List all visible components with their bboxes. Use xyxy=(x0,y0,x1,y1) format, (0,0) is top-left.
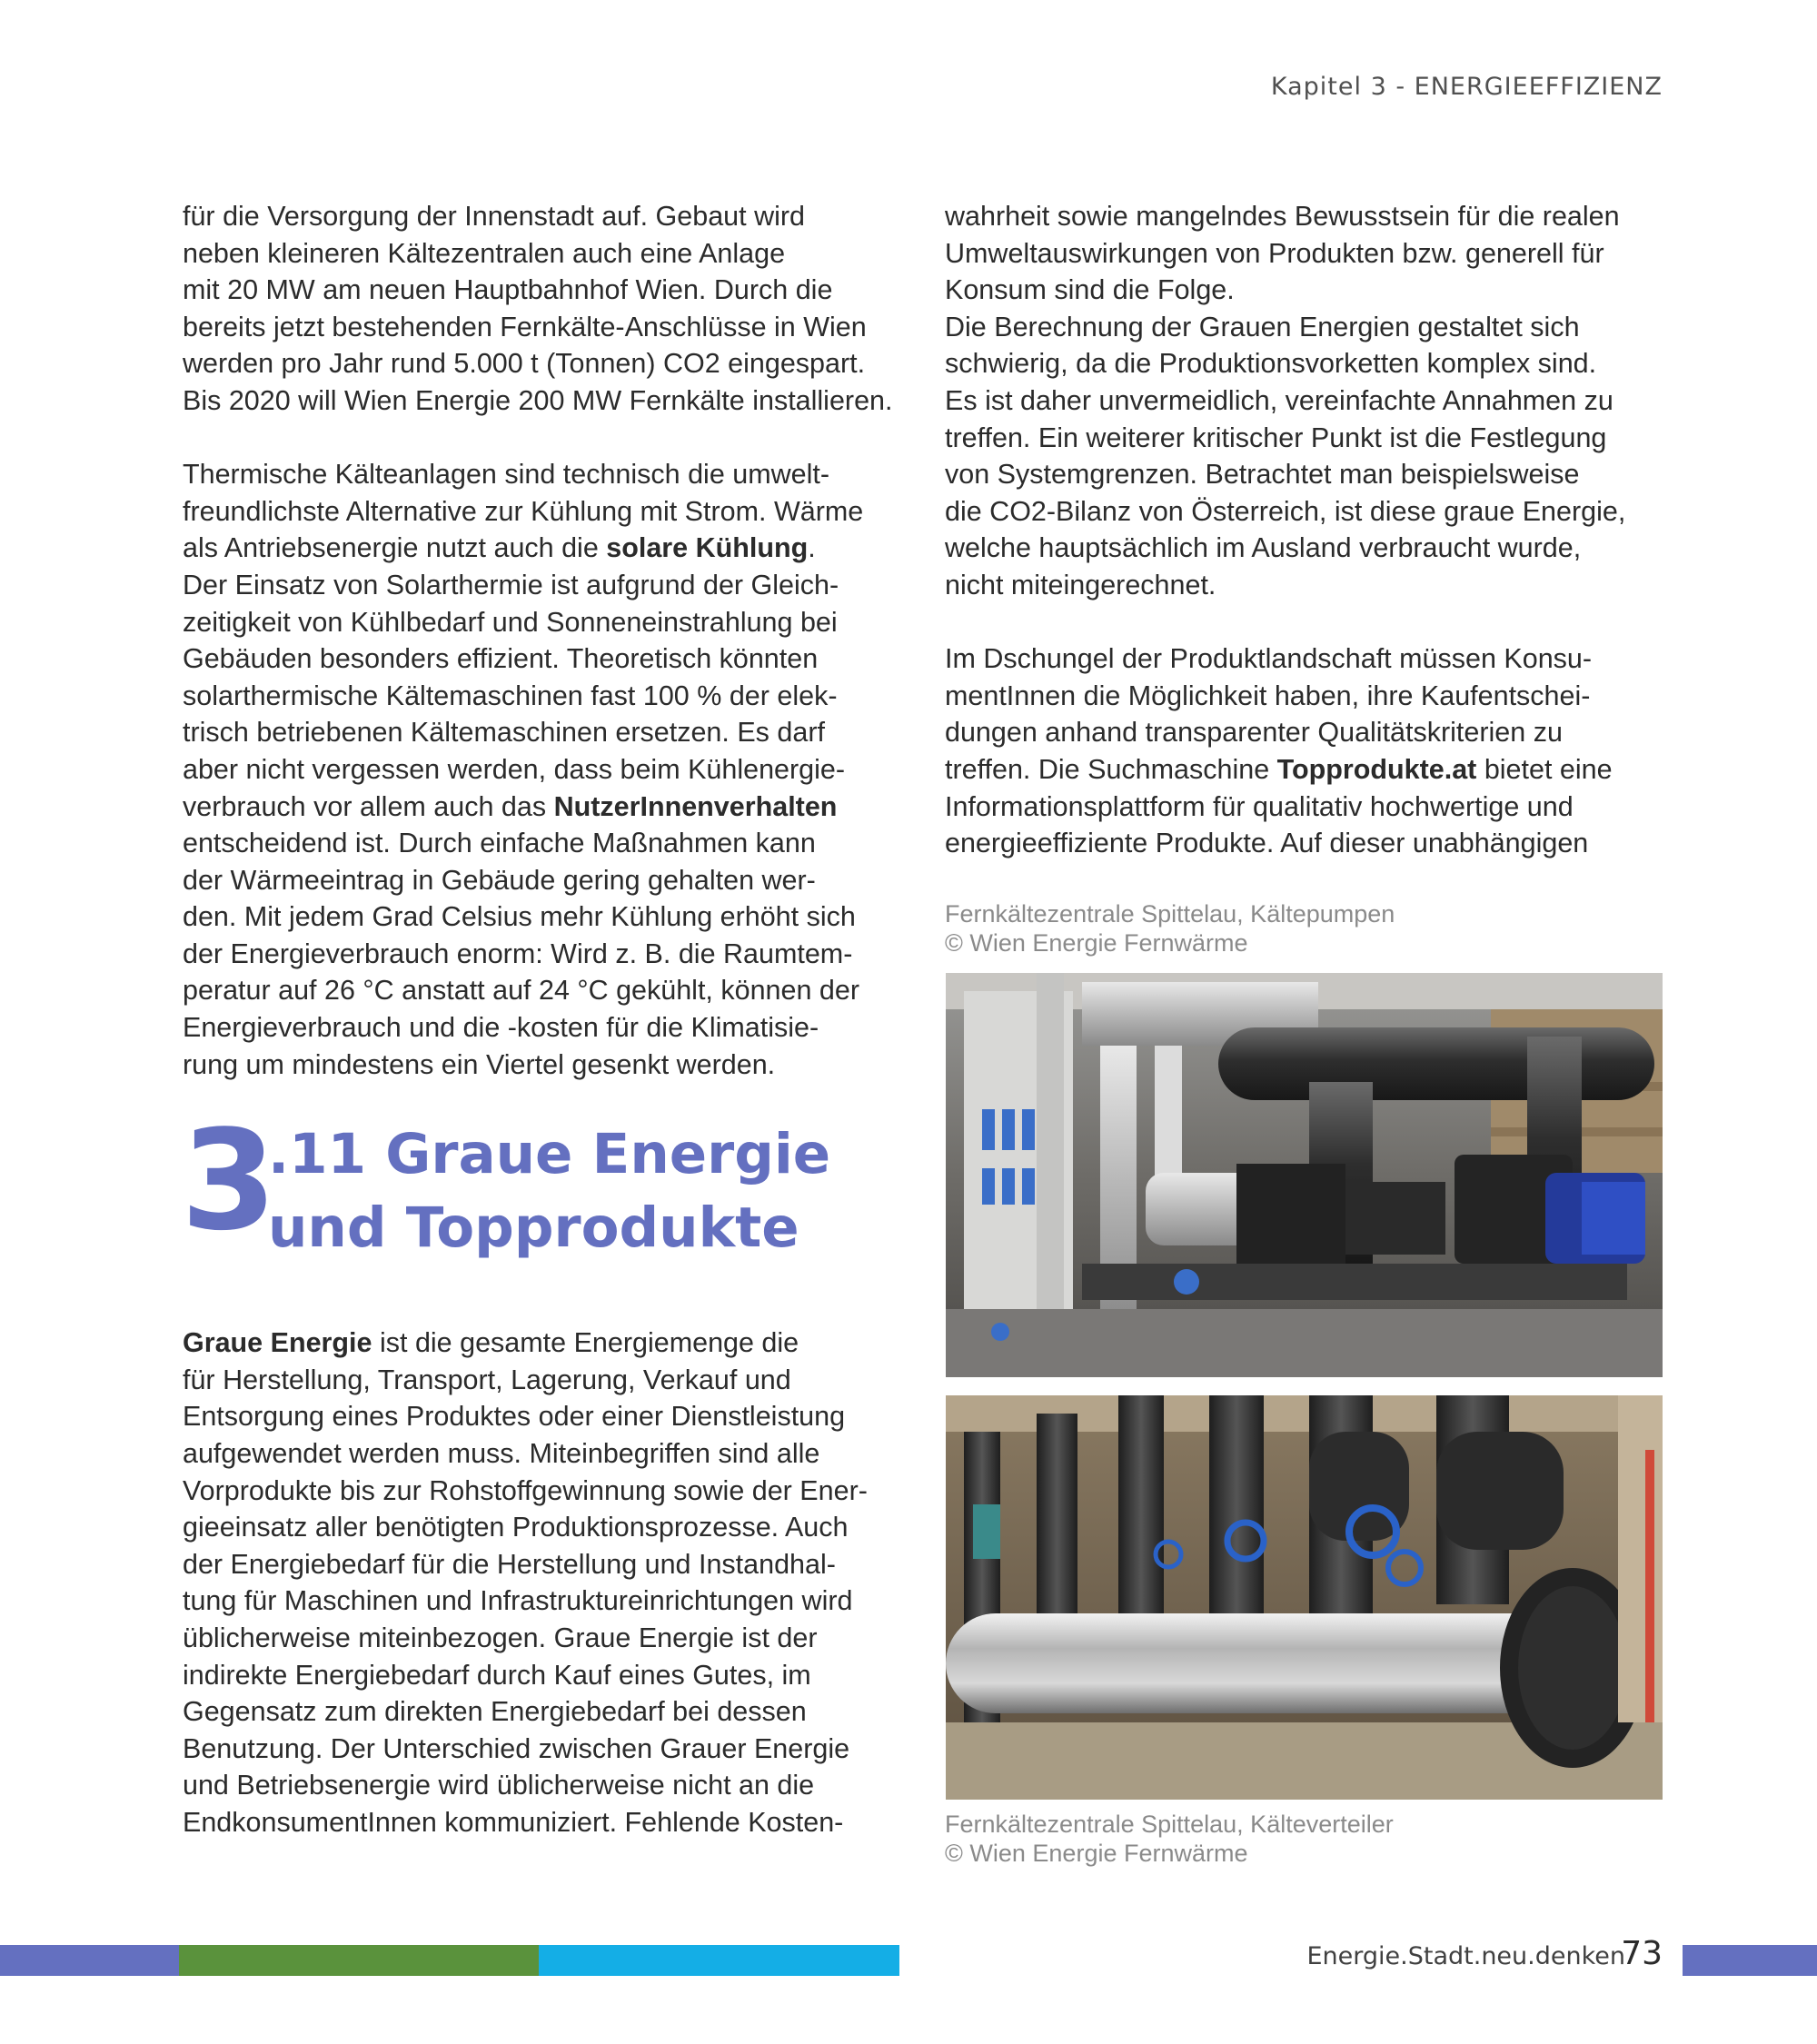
text-line: mentInnen die Möglichkeit haben, ihre Kaufentschei- xyxy=(945,680,1591,711)
photo-caption-1 xyxy=(945,899,1672,958)
text-line: tung für Maschinen und Infrastruktureinrichtungen wird xyxy=(183,1585,853,1617)
text-line: welche hauptsächlich im Ausland verbraucht wurde, xyxy=(945,532,1582,564)
text-line: dungen anhand transparenter Qualitätskriterien zu xyxy=(945,717,1563,749)
keyword-grey-energy: Graue Energie xyxy=(183,1327,372,1359)
text-line: rung um mindestens ein Viertel gesenkt werden. xyxy=(183,1048,776,1080)
keyword-solar-cooling: solare Kühlung xyxy=(606,532,809,564)
text-line: werden pro Jahr rund 5.000 t (Tonnen) CO2 eingespart. xyxy=(183,348,866,380)
chapter-header: Kapitel 3 - ENERGIEEFFIZIENZ xyxy=(1270,73,1663,101)
text-line: Vorprodukte bis zur Rohstoffgewinnung sowie der Ener- xyxy=(183,1474,868,1506)
text-line: für Herstellung, Transport, Lagerung, Verkauf und xyxy=(183,1364,791,1395)
text-line: Entsorgung eines Produktes oder einer Dienstleistung xyxy=(183,1401,846,1433)
keyword-topprodukte: Topprodukte.at xyxy=(1276,753,1477,785)
topprodukte-paragraph xyxy=(945,640,1672,862)
text-line: trisch betriebenen Kältemaschinen ersetzen. Es darf xyxy=(183,717,825,749)
text-line: den. Mit jedem Grad Celsius mehr Kühlung erhöht sich xyxy=(183,901,856,933)
text-line: Umweltauswirkungen von Produkten bzw. generell für xyxy=(945,237,1604,269)
text-line: indirekte Energiebedarf durch Kauf eines Gutes, im xyxy=(183,1659,811,1691)
footer-bar-right xyxy=(1683,1945,1817,1976)
caption-credit: © Wien Energie Fernwärme xyxy=(945,929,1248,957)
photo-cooling-pumps xyxy=(946,973,1663,1377)
text-line: Benutzung. Der Unterschied zwischen Grauer Energie xyxy=(183,1732,850,1764)
text-line: Graue Energie ist die gesamte Energiemenge die xyxy=(183,1327,799,1359)
text-line: treffen. Die Suchmaschine Topprodukte.at bietet eine xyxy=(945,753,1613,785)
text-line: für die Versorgung der Innenstadt auf. Gebaut wird xyxy=(183,201,805,232)
photo-caption-2 xyxy=(945,1810,1672,1868)
text-line: Thermische Kälteanlagen sind technisch die umwelt- xyxy=(183,459,830,491)
text-line: Bis 2020 will Wien Energie 200 MW Fernkälte installieren. xyxy=(183,384,893,416)
text-line: üblicherweise miteinbezogen. Graue Energie ist der xyxy=(183,1622,818,1653)
caption-title: Fernkältezentrale Spittelau, Kältepumpen xyxy=(945,900,1395,928)
text-line: entscheidend ist. Durch einfache Maßnahmen kann xyxy=(183,828,816,859)
text-line: die CO2-Bilanz von Österreich, ist diese graue Energie, xyxy=(945,495,1626,527)
grey-energy-paragraph xyxy=(183,1325,909,1841)
text-line: der Energiebedarf für die Herstellung und Instandhal- xyxy=(183,1548,836,1580)
text-line: Im Dschungel der Produktlandschaft müssen Konsu- xyxy=(945,643,1593,675)
text-line: treffen. Ein weiterer kritischer Punkt ist die Festlegung xyxy=(945,422,1607,453)
cooling-paragraph xyxy=(183,456,909,1083)
text-line: wahrheit sowie mangelndes Bewusstsein für die realen xyxy=(945,201,1620,232)
page-number: 73 xyxy=(1621,1935,1663,1972)
text-line: aber nicht vergessen werden, dass beim Kühlenergie- xyxy=(183,753,846,785)
text-line: energieeffiziente Produkte. Auf dieser unabhängigen xyxy=(945,828,1589,859)
photo-cooling-distributor xyxy=(946,1395,1663,1800)
text-line: Energieverbrauch und die -kosten für die Klimatisie- xyxy=(183,1012,819,1044)
caption-title: Fernkältezentrale Spittelau, Kälteverteiler xyxy=(945,1811,1394,1838)
text-line: Der Einsatz von Solarthermie ist aufgrund der Gleich- xyxy=(183,569,839,600)
text-line: Die Berechnung der Grauen Energien gestaltet sich xyxy=(945,311,1580,342)
text-line: aufgewendet werden muss. Miteinbegriffen sind alle xyxy=(183,1438,820,1470)
footer-bar-cyan xyxy=(539,1945,899,1976)
text-line: Es ist daher unvermeidlich, vereinfachte Annahmen zu xyxy=(945,384,1613,416)
footer-bar-blue xyxy=(0,1945,179,1976)
caption-credit: © Wien Energie Fernwärme xyxy=(945,1840,1248,1867)
keyword-user-behavior: NutzerInnenverhalten xyxy=(553,790,838,822)
text-line: von Systemgrenzen. Betrachtet man beispielsweise xyxy=(945,459,1580,491)
text-line: solarthermische Kältemaschinen fast 100 % der elek- xyxy=(183,680,838,711)
section-title-line-1: .11 Graue Energie xyxy=(268,1122,831,1187)
left-column xyxy=(183,198,909,1841)
text-line: EndkonsumentInnen kommuniziert. Fehlende Kosten- xyxy=(183,1806,844,1838)
text-line: Gegensatz zum direkten Energiebedarf bei dessen xyxy=(183,1696,807,1728)
section-title-line-2: und Topprodukte xyxy=(268,1196,799,1261)
text-line: nicht miteingerechnet. xyxy=(945,569,1216,600)
intro-paragraph xyxy=(183,198,909,420)
footer-title: Energie.Stadt.neu.denken xyxy=(1306,1942,1625,1970)
text-line: peratur auf 26 °C anstatt auf 24 °C gekühlt, können der xyxy=(183,975,860,1007)
text-line: der Wärmeeintrag in Gebäude gering gehalten wer- xyxy=(183,864,816,896)
text-line: schwierig, da die Produktionsvorketten komplex sind. xyxy=(945,348,1597,380)
text-line: verbrauch vor allem auch das NutzerInnenverhalten xyxy=(183,790,838,822)
text-line: der Energieverbrauch enorm: Wird z. B. die Raumtem- xyxy=(183,938,853,969)
text-line: bereits jetzt bestehenden Fernkälte-Anschlüsse in Wien xyxy=(183,311,867,342)
text-line: gieeinsatz aller benötigten Produktionsprozesse. Auch xyxy=(183,1512,849,1543)
text-line: mit 20 MW am neuen Hauptbahnhof Wien. Durch die xyxy=(183,274,833,306)
text-line: neben kleineren Kältezentralen auch eine Anlage xyxy=(183,237,786,269)
text-line: Gebäuden besonders effizient. Theoretisch könnten xyxy=(183,643,819,675)
section-number: 3 xyxy=(181,1100,277,1262)
right-column xyxy=(945,198,1672,862)
footer-bar-green xyxy=(179,1945,539,1976)
text-line: freundlichste Alternative zur Kühlung mit Strom. Wärme xyxy=(183,495,864,527)
text-line: Konsum sind die Folge. xyxy=(945,274,1235,306)
text-line: und Betriebsenergie wird üblicherweise nicht an die xyxy=(183,1770,815,1801)
text-line: zeitigkeit von Kühlbedarf und Sonneneinstrahlung bei xyxy=(183,606,838,638)
section-heading xyxy=(181,1100,909,1325)
grey-energy-continued-paragraph xyxy=(945,198,1672,604)
text-line: Informationsplattform für qualitativ hochwertige und xyxy=(945,790,1574,822)
text-line: als Antriebsenergie nutzt auch die solare Kühlung. xyxy=(183,532,816,564)
